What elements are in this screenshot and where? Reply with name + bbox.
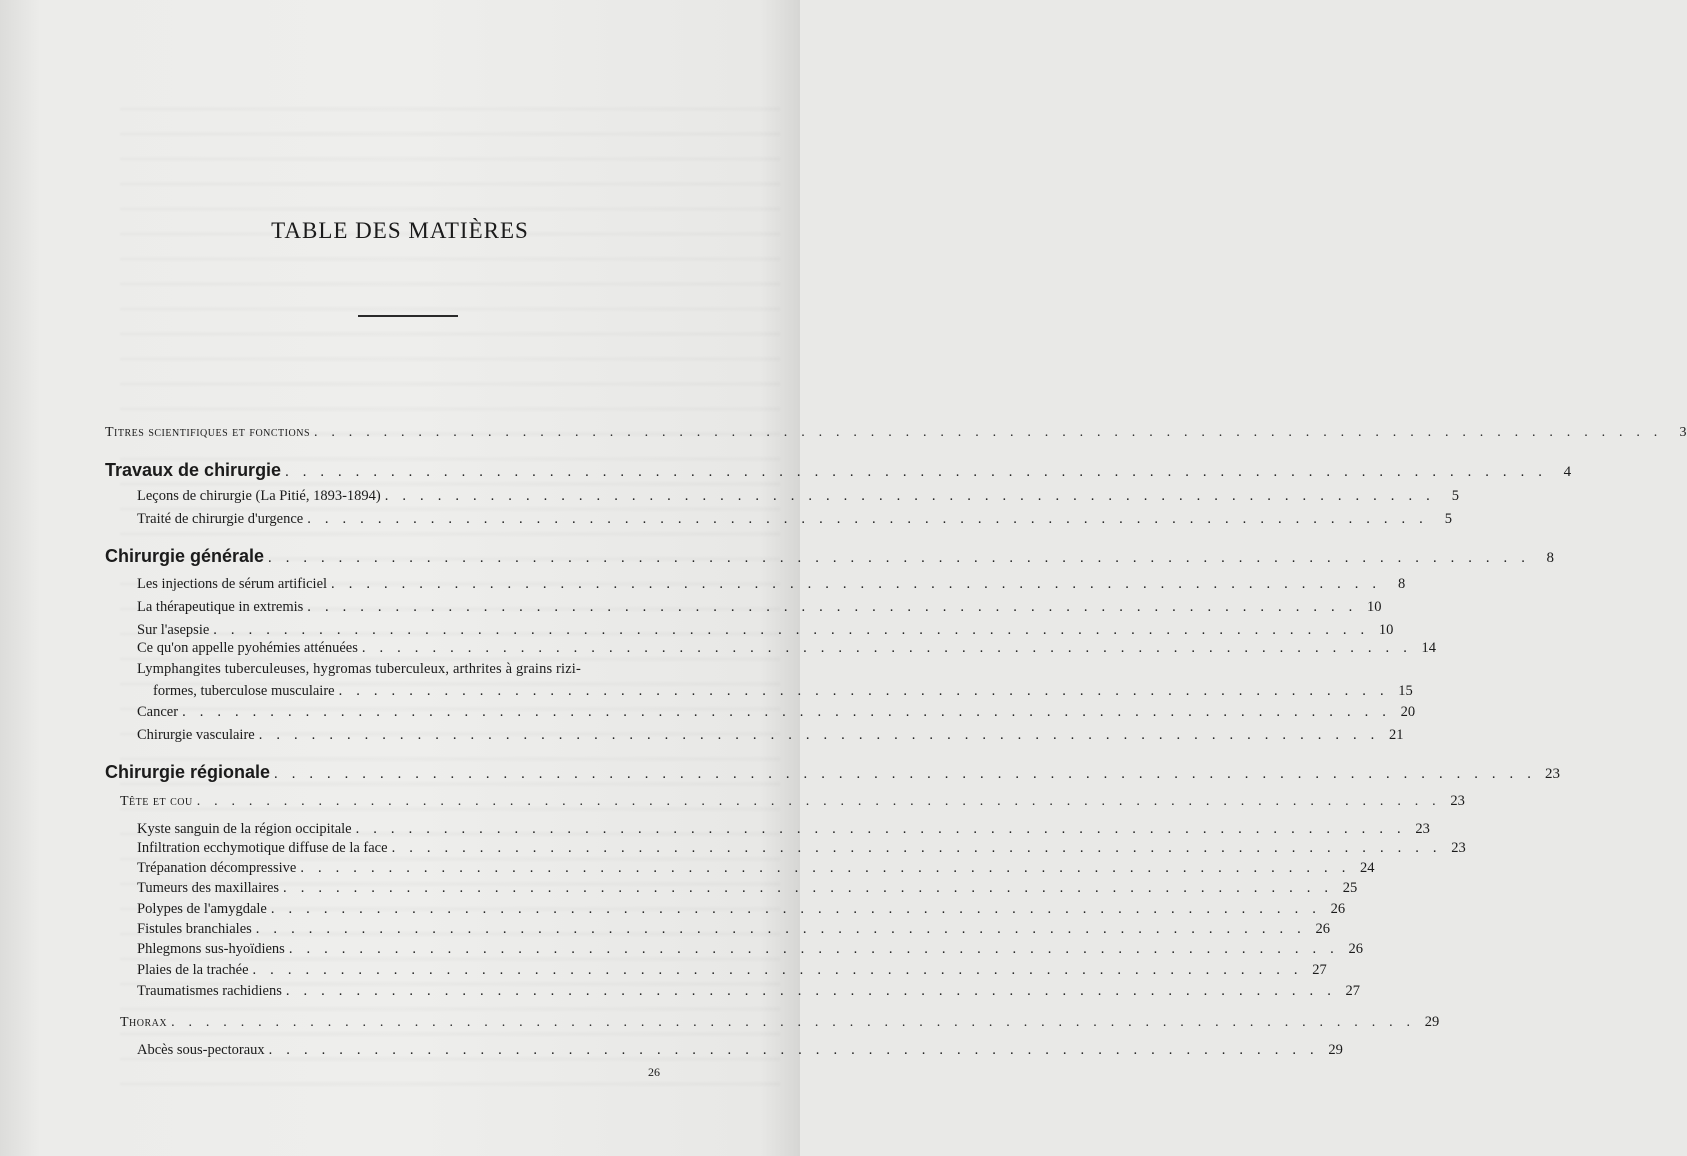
toc-leader-dots: . . . . . . . . . . . . . . . . . . . . . . . . . . . . . . . . . . . . . . . . . . . . . . . . . . . . . . . . . . . . bbox=[300, 860, 1351, 876]
toc-page-number: 10 bbox=[1378, 622, 1394, 638]
toc-entry-abces bbox=[137, 1042, 1343, 1059]
toc-entry-label: Travaux de chirurgie bbox=[105, 460, 282, 480]
toc-entry-lymphangites bbox=[137, 661, 713, 678]
toc-entry-label: Fistules branchiales bbox=[137, 921, 252, 937]
toc-entry-label: Titres scientifiques et fonctions bbox=[105, 425, 310, 440]
toc-leader-dots: . . . . . . . . . . . . . . . . . . . . . . . . . . . . . . . . . . . . . . . . . . . . . . . . . . . . . . . . . . . . . . . . . . . . . bbox=[182, 704, 1392, 720]
toc-entry-label: Leçons de chirurgie (La Pitié, 1893-1894) bbox=[137, 488, 381, 504]
toc-entry-polypes bbox=[137, 901, 1346, 918]
toc-entry-label: Tumeurs des maxillaires bbox=[137, 880, 280, 896]
toc-leader-dots: . . . . . . . . . . . . . . . . . . . . . . . . . . . . . . . . . . . . . . . . . . . . . . . . . . . . . . . . . . . . . . . . bbox=[307, 511, 1429, 527]
toc-page-number: 3 bbox=[1679, 425, 1687, 440]
toc-entry-asepsie bbox=[137, 622, 1394, 639]
toc-leader-dots: . . . . . . . . . . . . . . . . . . . . . . . . . . . . . . . . . . . . . . . . . . . . . . . . . . . . . . . . . . . . . . . . . . . . . . . . bbox=[285, 464, 1548, 480]
toc-leader-dots: . . . . . . . . . . . . . . . . . . . . . . . . . . . . . . . . . . . . . . . . . . . . . . . . . . . . . . . . . . . . bbox=[288, 941, 1340, 957]
toc-entry-lymphangites-cont bbox=[153, 683, 1413, 700]
toc-leader-dots: . . . . . . . . . . . . . . . . . . . . . . . . . . . . . . . . . . . . . . . . . . . . . . . . . . . . . . . . . . . . . . . . . . . . . . . . bbox=[274, 766, 1537, 782]
toc-entry-injections bbox=[137, 576, 1406, 593]
toc-page-number: 21 bbox=[1389, 727, 1404, 743]
page-folio: 26 bbox=[648, 1065, 660, 1079]
toc-page-number: 25 bbox=[1342, 880, 1358, 896]
page-title: TABLE DES MATIÈRES bbox=[271, 218, 529, 243]
toc-page-number: 23 bbox=[1415, 821, 1430, 837]
toc-leader-dots: . . . . . . . . . . . . . . . . . . . . . . . . . . . . . . . . . . . . . . . . . . . . . . . . . . . . . . . . . . . . bbox=[391, 840, 1442, 856]
toc-entry-plaies bbox=[137, 962, 1327, 979]
toc-entry-label: Les injections de sérum artificiel bbox=[137, 576, 328, 592]
toc-entry-label: Polypes de l'amygdale bbox=[137, 901, 267, 917]
toc-page-number: 26 bbox=[1315, 921, 1330, 937]
toc-entry-traumatismes bbox=[137, 983, 1361, 1000]
toc-entry-fistules bbox=[137, 921, 1330, 938]
toc-entry-label: Ce qu'on appelle pyohémies atténuées bbox=[137, 640, 358, 656]
toc-leader-dots: . . . . . . . . . . . . . . . . . . . . . . . . . . . . . . . . . . . . . . . . . . . . . . . . . . . . . . . . . . . . bbox=[270, 901, 1322, 917]
toc-entry-label: Traité de chirurgie d'urgence bbox=[137, 511, 304, 527]
toc-entry-tumeurs bbox=[137, 880, 1358, 897]
toc-subsection-tete-et-cou bbox=[120, 793, 1465, 810]
toc-entry-label: La thérapeutique in extremis bbox=[137, 599, 304, 615]
toc-entry-label: Thorax bbox=[120, 1015, 168, 1030]
toc-entry-lecons bbox=[137, 488, 1459, 505]
toc-entry-label: Cancer bbox=[137, 704, 179, 720]
toc-leader-dots: . . . . . . . . . . . . . . . . . . . . . . . . . . . . . . . . . . . . . . . . . . . . . . . . . . . . . . . . . . . . bbox=[285, 983, 1337, 999]
toc-page-number: 27 bbox=[1345, 983, 1361, 999]
toc-entry-label: Sur l'asepsie bbox=[137, 622, 210, 638]
toc-page-number: 26 bbox=[1348, 941, 1364, 957]
toc-leader-dots: . . . . . . . . . . . . . . . . . . . . . . . . . . . . . . . . . . . . . . . . . . . . . . . . . . . . . . . . . . . . bbox=[252, 962, 1303, 978]
toc-page-number: 10 bbox=[1366, 599, 1382, 615]
toc-entry-label: Tête et cou bbox=[120, 794, 193, 809]
toc-page-number: 20 bbox=[1400, 704, 1416, 720]
toc-page-number: 5 bbox=[1451, 488, 1459, 504]
toc-page-number: 24 bbox=[1360, 860, 1375, 876]
toc-leader-dots: . . . . . . . . . . . . . . . . . . . . . . . . . . . . . . . . . . . . . . . . . . . . . . . . . . . . . . . . . . . . . . . . . . . . . . . . bbox=[196, 794, 1441, 809]
toc-leader-dots: . . . . . . . . . . . . . . . . . . . . . . . . . . . . . . . . . . . . . . . . . . . . . . . . . . . . . . . . . . . . bbox=[307, 599, 1358, 615]
toc-section-generale bbox=[105, 546, 1555, 567]
toc-entry-infiltration bbox=[137, 840, 1466, 857]
toc-entry-vasculaire bbox=[137, 727, 1404, 744]
toc-page-number: 4 bbox=[1563, 464, 1572, 480]
toc-entry-label: Traumatismes rachidiens bbox=[137, 983, 282, 999]
toc-entry-phlegmons bbox=[137, 941, 1364, 958]
toc-page-number: 14 bbox=[1421, 640, 1437, 656]
toc-page-number: 23 bbox=[1451, 840, 1466, 856]
toc-entry-label: Plaies de la trachée bbox=[137, 962, 249, 978]
toc-entry-traite bbox=[137, 511, 1453, 528]
toc-entry-therapeutique bbox=[137, 599, 1382, 616]
toc-entry-label: Lymphangites tuberculeuses, hygromas tuberculeux, arthrites à grains rizi- bbox=[137, 661, 581, 677]
toc-leader-dots: . . . . . . . . . . . . . . . . . . . . . . . . . . . . . . . . . . . . . . . . . . . . . . . . . . . . . . . . . . . . bbox=[338, 683, 1389, 699]
toc-entry-trepanation bbox=[137, 860, 1375, 877]
toc-page-number: 29 bbox=[1424, 1014, 1440, 1030]
toc-leader-dots: . . . . . . . . . . . . . . . . . . . . . . . . . . . . . . . . . . . . . . . . . . . . . . . . . . . . . . . . . . . . bbox=[268, 1042, 1319, 1058]
toc-entry-kyste bbox=[137, 821, 1430, 838]
toc-page-number: 29 bbox=[1328, 1042, 1343, 1058]
toc-entry-label: Chirurgie régionale bbox=[105, 762, 271, 782]
toc-subsection-thorax bbox=[120, 1014, 1440, 1031]
toc-leader-dots: . . . . . . . . . . . . . . . . . . . . . . . . . . . . . . . . . . . . . . . . . . . . . . . . . . . . . . . . . . . . bbox=[331, 576, 1382, 592]
toc-entry-label: Abcès sous-pectoraux bbox=[137, 1042, 265, 1058]
toc-entry-label: Phlegmons sus-hyoïdiens bbox=[137, 941, 285, 957]
toc-leader-dots: . . . . . . . . . . . . . . . . . . . . . . . . . . . . . . . . . . . . . . . . . . . . . . . . . . . . . . . . . . . . . . . . . . bbox=[213, 622, 1370, 638]
toc-entry-cancer bbox=[137, 704, 1416, 721]
toc-page-number: 26 bbox=[1330, 901, 1346, 917]
toc-section-travaux bbox=[105, 460, 1572, 481]
toc-entry-label: Chirurgie vasculaire bbox=[137, 727, 255, 743]
toc-page-number: 23 bbox=[1545, 766, 1561, 782]
toc-entry-titres bbox=[105, 425, 1687, 441]
toc-entry-label: Trépanation décompressive bbox=[137, 860, 297, 876]
toc-leader-dots: . . . . . . . . . . . . . . . . . . . . . . . . . . . . . . . . . . . . . . . . . . . . . . . . . . . . . . . . . . . . bbox=[255, 921, 1306, 937]
toc-section-regionale bbox=[105, 762, 1561, 783]
toc-leader-dots: . . . . . . . . . . . . . . . . . . . . . . . . . . . . . . . . . . . . . . . . . . . . . . . . . . . . . . . . . . . . bbox=[384, 488, 1435, 504]
toc-page-number: 5 bbox=[1444, 511, 1453, 527]
toc-entry-label: formes, tuberculose musculaire bbox=[153, 683, 335, 699]
toc-entry-label: Infiltration ecchymotique diffuse de la face bbox=[137, 840, 388, 856]
toc-leader-dots: . . . . . . . . . . . . . . . . . . . . . . . . . . . . . . . . . . . . . . . . . . . . . . . . . . . . . . . . . . . . . . . . . . . . . . . . bbox=[171, 1015, 1416, 1030]
toc-leader-dots: . . . . . . . . . . . . . . . . . . . . . . . . . . . . . . . . . . . . . . . . . . . . . . . . . . . . . . . . . . . . . . . . . . . . . . . . . . . . . . bbox=[314, 425, 1663, 440]
toc-leader-dots: . . . . . . . . . . . . . . . . . . . . . . . . . . . . . . . . . . . . . . . . . . . . . . . . . . . . . . . . . . . . . . . . bbox=[258, 727, 1380, 743]
toc-page-number: 15 bbox=[1398, 683, 1413, 699]
toc-page-number: 8 bbox=[1397, 576, 1406, 592]
toc-page-number: 27 bbox=[1312, 962, 1327, 978]
toc-leader-dots: . . . . . . . . . . . . . . . . . . . . . . . . . . . . . . . . . . . . . . . . . . . . . . . . . . . . . . . . . . . . bbox=[355, 821, 1406, 837]
toc-entry-pyohemies bbox=[137, 640, 1437, 657]
toc-page-number: 8 bbox=[1546, 550, 1555, 566]
toc-entry-label: Kyste sanguin de la région occipitale bbox=[137, 821, 352, 837]
toc-leader-dots: . . . . . . . . . . . . . . . . . . . . . . . . . . . . . . . . . . . . . . . . . . . . . . . . . . . . . . . . . . . . bbox=[361, 640, 1413, 656]
toc-entry-label: Chirurgie générale bbox=[105, 546, 265, 566]
toc-leader-dots: . . . . . . . . . . . . . . . . . . . . . . . . . . . . . . . . . . . . . . . . . . . . . . . . . . . . . . . . . . . . . . . . . . . . . . . . bbox=[268, 550, 1531, 566]
toc-page-number: 23 bbox=[1450, 793, 1465, 809]
toc-leader-dots: . . . . . . . . . . . . . . . . . . . . . . . . . . . . . . . . . . . . . . . . . . . . . . . . . . . . . . . . . . . . bbox=[283, 880, 1334, 896]
